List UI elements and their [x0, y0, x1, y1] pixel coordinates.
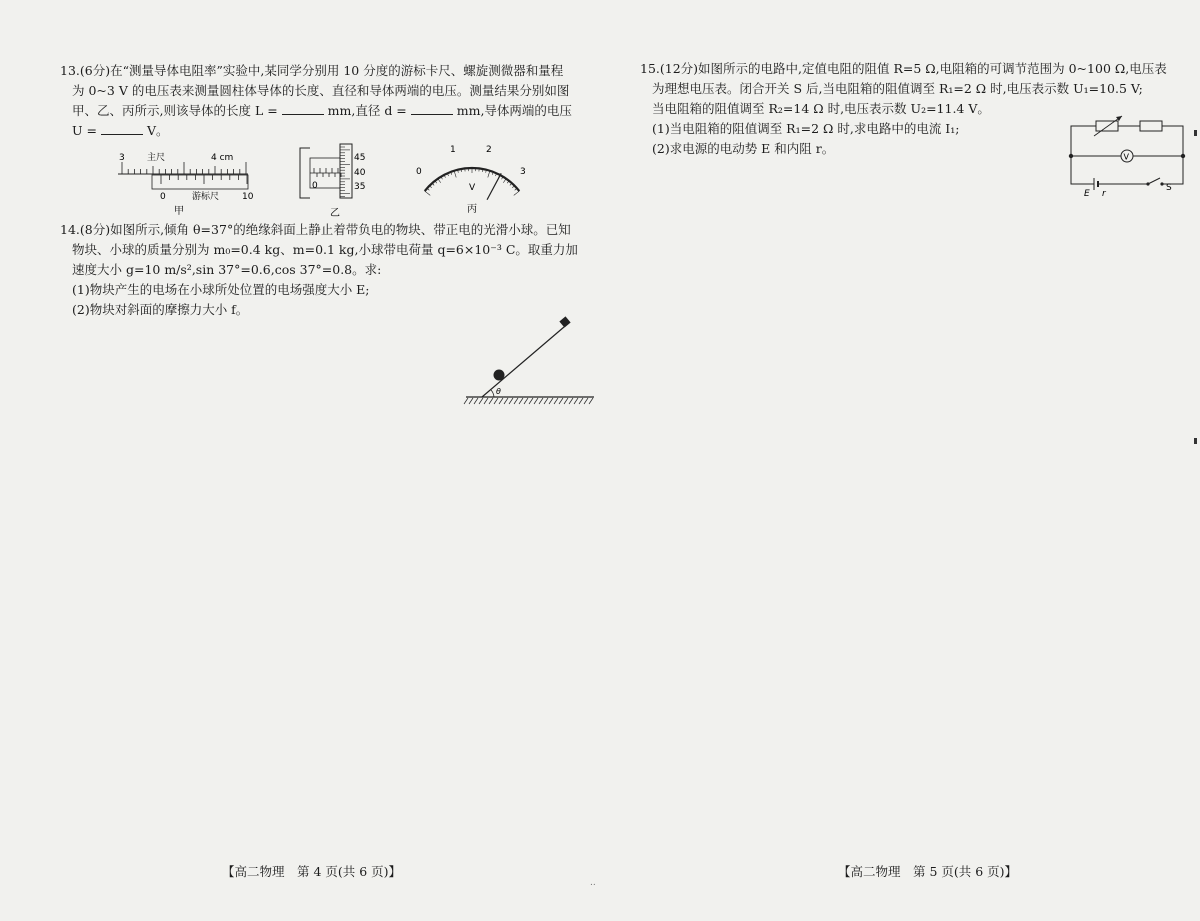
caliper-tick-4cm: 4 cm: [211, 153, 234, 163]
hatch-line: [539, 398, 543, 404]
right-page: [600, 0, 1200, 921]
figure-caption-bing: 丙: [467, 204, 477, 215]
hatch-line: [464, 398, 468, 404]
meter-label-3: 3: [520, 167, 526, 177]
hatch-line: [479, 398, 483, 404]
figure-caption-yi: 乙: [330, 208, 340, 219]
hatch-line: [579, 398, 583, 404]
hatch-line: [509, 398, 513, 404]
q14-line-4: (1)物块产生的电场在小球所处位置的电场强度大小 E;: [72, 282, 370, 297]
figure-caption-jia: 甲: [174, 206, 184, 217]
ground-hatching: [464, 398, 593, 404]
question-13: [60, 61, 572, 141]
fixed-resistor: [1140, 121, 1162, 131]
hatch-line: [474, 398, 478, 404]
q13-line-2: 为 0~3 V 的电压表来测量圆柱体导体的长度、直径和导体两端的电压。测量结果分别如图: [72, 83, 570, 98]
q13-u-prefix: U =: [72, 123, 97, 138]
hatch-line: [574, 398, 578, 404]
vernier-scale-ticks: [161, 175, 247, 184]
switch-label: S: [1166, 183, 1172, 193]
gutter-marker: ..: [590, 878, 596, 888]
hatch-line: [504, 398, 508, 404]
hatch-line: [494, 398, 498, 404]
main-scale-ticks: [122, 162, 246, 174]
circuit-figure: [1064, 114, 1194, 200]
q15-line-4: (1)当电阻箱的阻值调至 R₁=2 Ω 时,求电路中的电流 I₁;: [652, 121, 960, 136]
edge-mark: [1194, 438, 1197, 444]
angle-theta-label: θ: [496, 387, 501, 396]
meter-tick: [488, 171, 490, 178]
left-page-footer: 【高二物理 第 4 页(共 6 页)】: [222, 864, 402, 879]
q15-line-5: (2)求电源的电动势 E 和内阻 r。: [652, 141, 835, 156]
q13-line-3: [60, 101, 572, 121]
meter-label-1: 1: [450, 145, 456, 155]
hatch-line: [529, 398, 533, 404]
hatch-line: [469, 398, 473, 404]
hatch-line: [519, 398, 523, 404]
meter-needle: [487, 173, 501, 199]
q13-line-1: 13.(6分)在“测量导体电阻率”实验中,某同学分别用 10 分度的游标卡尺、螺旋测微器和量程: [60, 63, 564, 78]
q13-line-4: [60, 121, 572, 141]
q13-u-suffix: V。: [146, 123, 169, 138]
meter-unit-label: V: [469, 183, 476, 193]
diameter-answer-blank: [411, 102, 453, 115]
hatch-line: [534, 398, 538, 404]
q13-length-prefix: 甲、乙、丙所示,则该导体的长度 L =: [72, 103, 278, 118]
hatch-line: [564, 398, 568, 404]
thimble-35-label: 35: [354, 182, 366, 192]
voltage-answer-blank: [101, 122, 143, 135]
hatch-line: [569, 398, 573, 404]
charged-ball: [494, 370, 505, 381]
switch-symbol: [1148, 178, 1160, 184]
vernier-ten-label: 10: [242, 192, 254, 202]
main-scale-label: 主尺: [147, 153, 166, 163]
sleeve-zero-label: 0: [312, 181, 318, 191]
sleeve-ticks: [314, 168, 341, 177]
hatch-line: [544, 398, 548, 404]
q15-line-2: 为理想电压表。闭合开关 S 后,当电阻箱的阻值调至 R₁=2 Ω 时,电压表示数 U₁=10.5 V;: [652, 81, 1143, 96]
hatch-line: [549, 398, 553, 404]
q14-line-2: 物块、小球的质量分别为 m₀=0.4 kg、m=0.1 kg,小球带电荷量 q=6×10⁻³ C。取重力加: [72, 242, 578, 257]
q14-line-3: 速度大小 g=10 m/s²,sin 37°=0.6,cos 37°=0.8。求:: [72, 262, 382, 277]
emf-label: E: [1084, 189, 1090, 199]
hatch-line: [499, 398, 503, 404]
hatch-line: [524, 398, 528, 404]
caliper-tick-3: 3: [119, 153, 125, 163]
vernier-caliper-figure: [110, 148, 260, 220]
thimble-45-label: 45: [354, 153, 366, 163]
hatch-line: [489, 398, 493, 404]
voltmeter-figure: [412, 140, 532, 222]
vernier-scale-label: 游标尺: [192, 192, 220, 202]
hatch-line: [514, 398, 518, 404]
edge-mark: [1194, 130, 1197, 136]
meter-tick: [454, 171, 456, 178]
incline-figure: [460, 314, 600, 410]
resistance-box: [1096, 121, 1118, 131]
vernier-zero-label: 0: [160, 192, 166, 202]
hatch-line: [584, 398, 588, 404]
q13-diameter-prefix: mm,直径 d =: [327, 103, 407, 118]
q15-line-3: 当电阻箱的阻值调至 R₂=14 Ω 时,电压表示数 U₂=11.4 V。: [652, 101, 990, 116]
thimble-40-label: 40: [354, 168, 366, 178]
hatch-line: [484, 398, 488, 404]
meter-tick: [438, 179, 441, 183]
meter-tick: [425, 191, 431, 195]
question-14: [60, 220, 578, 320]
length-answer-blank: [282, 102, 324, 115]
q14-line-1: 14.(8分)如图所示,倾角 θ=37°的绝缘斜面上静止着带负电的物块、带正电的光滑小球。已知: [60, 222, 571, 237]
q14-line-5: (2)物块对斜面的摩擦力大小 f。: [72, 302, 249, 317]
voltmeter-letter: V: [1123, 152, 1129, 162]
hatch-line: [559, 398, 563, 404]
q13-voltage-prefix: mm,导体两端的电压: [456, 103, 572, 118]
right-page-footer: 【高二物理 第 5 页(共 6 页)】: [838, 864, 1018, 879]
thimble-ticks: [340, 147, 350, 196]
hatch-line: [589, 398, 593, 404]
meter-label-2: 2: [486, 145, 492, 155]
meter-tick: [514, 191, 520, 195]
meter-tick: [503, 179, 506, 183]
q15-line-1: 15.(12分)如图所示的电路中,定值电阻的阻值 R=5 Ω,电阻箱的可调节范围为 0~100 Ω,电压表: [640, 61, 1167, 76]
micrometer-figure: [290, 140, 380, 222]
internal-resistance-label: r: [1102, 189, 1106, 199]
hatch-line: [554, 398, 558, 404]
meter-label-0: 0: [416, 167, 422, 177]
charged-block: [559, 316, 570, 327]
